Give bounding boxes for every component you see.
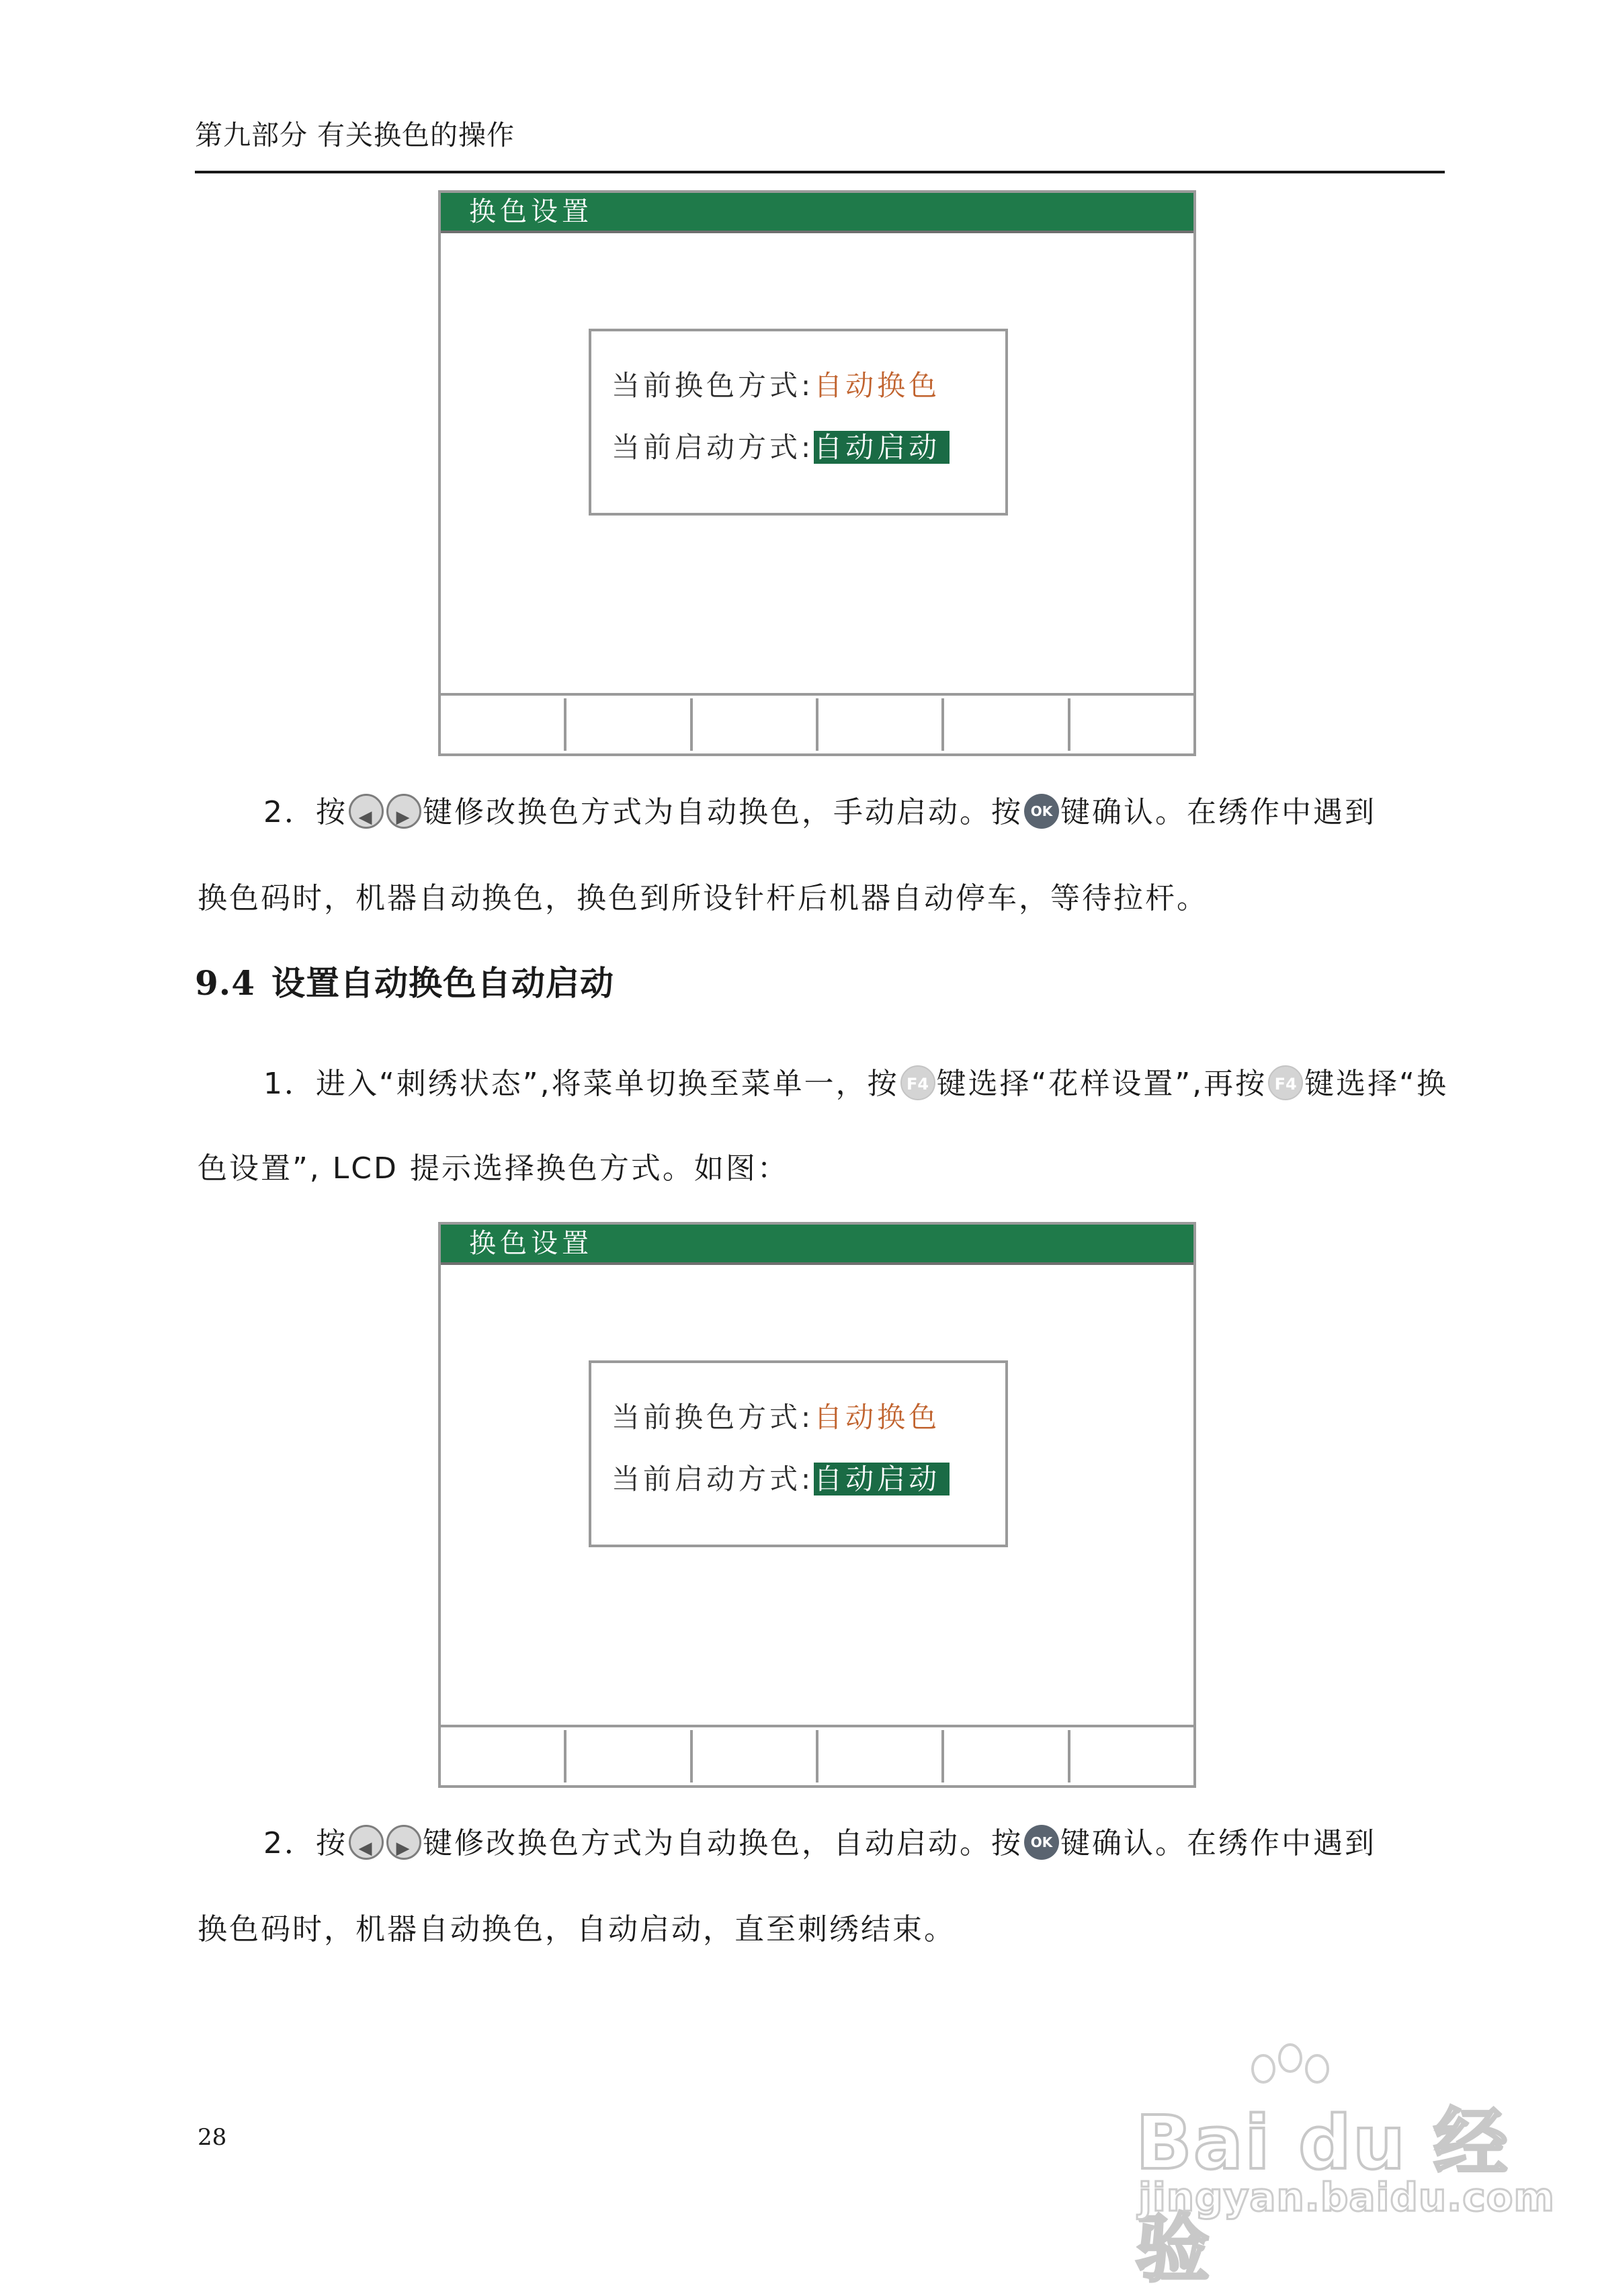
section-heading (195, 956, 614, 1005)
lcd-dialog (589, 329, 1008, 516)
step-1-line-1 (263, 1059, 1448, 1103)
start-mode-value: 自动启动 (814, 1463, 950, 1495)
ok-key-icon: OK (1024, 794, 1059, 829)
color-change-mode-row (612, 364, 940, 404)
left-arrow-key-icon: ◀ (349, 794, 384, 829)
softkey-4 (818, 1730, 944, 1782)
left-arrow-key-icon: ◀ (349, 1825, 384, 1860)
text-segment: 2．按 (263, 795, 347, 829)
page-number: 28 (198, 2124, 227, 2151)
text-segment: 键确认。在绣作中遇到 (1060, 795, 1376, 829)
text-segment: 2．按 (263, 1826, 347, 1860)
lcd-softkey-bar (441, 693, 1193, 753)
softkey-4 (818, 698, 944, 751)
softkey-6 (1070, 698, 1193, 751)
lcd-title: 换色设置 (441, 193, 1193, 233)
step-1-line-2: 色设置”, LCD 提示选择换色方式。如图： (198, 1151, 789, 1186)
f4-key-icon: F4 (1268, 1065, 1303, 1100)
softkey-1 (441, 1730, 566, 1782)
color-change-mode-label: 当前换色方式: (612, 1401, 814, 1434)
start-mode-value: 自动启动 (814, 431, 950, 464)
lcd-dialog (589, 1360, 1008, 1547)
softkey-3 (693, 1730, 818, 1782)
lcd-softkey-bar (441, 1725, 1193, 1785)
text-segment: 键选择“换 (1304, 1067, 1448, 1101)
softkey-2 (566, 698, 692, 751)
text-segment: 键修改换色方式为自动换色，手动启动。按 (423, 795, 1023, 829)
ok-key-icon: OK (1024, 1825, 1059, 1860)
start-mode-row (612, 425, 950, 466)
lcd-title: 换色设置 (441, 1225, 1193, 1265)
header-divider (195, 171, 1445, 173)
watermark-url: jingyan.baidu.com (1138, 2174, 1555, 2220)
text-segment: 键确认。在绣作中遇到 (1060, 1826, 1376, 1860)
f4-key-icon: F4 (900, 1065, 935, 1100)
softkey-5 (944, 1730, 1070, 1782)
page-header: 第九部分 有关换色的操作 (195, 119, 515, 151)
text-segment: 1．进入“刺绣状态”,将菜单切换至菜单一，按 (263, 1067, 899, 1101)
watermark-brand: Bai du 经验 (1136, 2100, 1509, 2292)
text-segment: 键选择“花样设置”,再按 (936, 1067, 1267, 1101)
lcd-screen-2 (438, 1222, 1196, 1788)
color-change-mode-value: 自动换色 (814, 1401, 941, 1434)
step-2-auto-line-1 (263, 1819, 1376, 1862)
step-2-auto-line-2: 换色码时，机器自动换色，自动启动，直至刺绣结束。 (198, 1912, 956, 1946)
color-change-mode-label: 当前换色方式: (612, 369, 814, 402)
color-change-mode-row (612, 1395, 940, 1436)
start-mode-label: 当前启动方式: (612, 1463, 814, 1495)
baidu-watermark-logo (1136, 2043, 1555, 2292)
section-title: 设置自动换色自动启动 (271, 964, 614, 1003)
start-mode-label: 当前启动方式: (612, 431, 814, 464)
start-mode-row (612, 1457, 950, 1498)
softkey-3 (693, 698, 818, 751)
step-2-manual-line-1 (263, 788, 1376, 831)
lcd-screen-1 (438, 190, 1196, 756)
softkey-1 (441, 698, 566, 751)
right-arrow-key-icon: ▶ (386, 1825, 421, 1860)
section-number: 9.4 (195, 963, 255, 1003)
text-segment: 键修改换色方式为自动换色，自动启动。按 (423, 1826, 1023, 1860)
right-arrow-key-icon: ▶ (386, 794, 421, 829)
step-2-manual-line-2: 换色码时，机器自动换色，换色到所设针杆后机器自动停车，等待拉杆。 (198, 881, 1208, 915)
softkey-6 (1070, 1730, 1193, 1782)
color-change-mode-value: 自动换色 (814, 369, 941, 402)
softkey-2 (566, 1730, 692, 1782)
softkey-5 (944, 698, 1070, 751)
